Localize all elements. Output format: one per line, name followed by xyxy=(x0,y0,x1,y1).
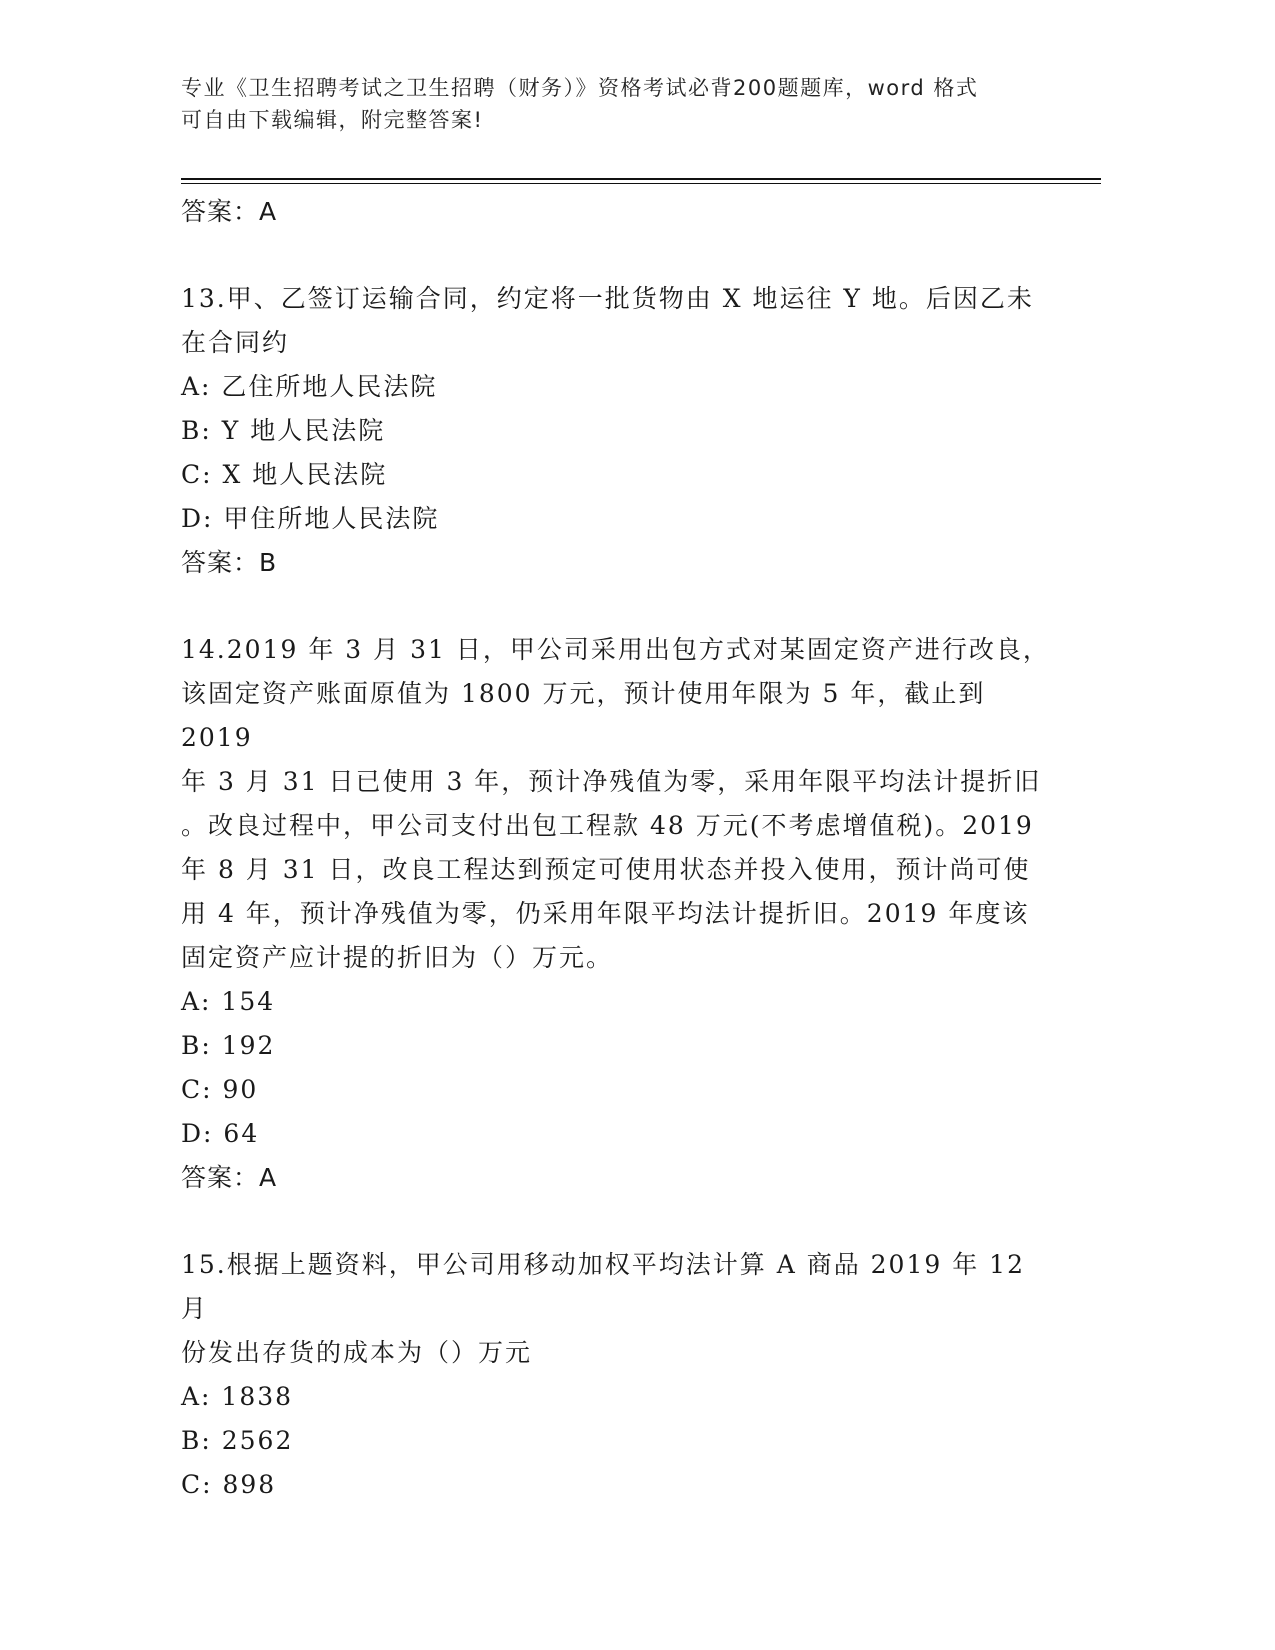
question-15 xyxy=(181,1243,1061,1507)
answer-14: 答案：A xyxy=(181,1163,278,1192)
question-15-option-c: C: 898 xyxy=(181,1470,277,1499)
question-14-line-1: 14.2019 年 3 月 31 日，甲公司采用出包方式对某固定资产进行改良， xyxy=(181,635,1050,664)
question-14-option-b: B: 192 xyxy=(181,1031,276,1060)
header-rule-thin xyxy=(181,183,1101,184)
question-14-line-2: 该固定资产账面原值为 1800 万元，预计使用年限为 5 年，截止到 2019 xyxy=(181,679,986,752)
question-14-line-4: 。改良过程中，甲公司支付出包工程款 48 万元(不考虑增值税)。2019 xyxy=(181,811,1034,840)
question-14-line-5: 年 8 月 31 日，改良工程达到预定可使用状态并投入使用，预计尚可使 xyxy=(181,855,1031,884)
question-14-option-c: C: 90 xyxy=(181,1075,259,1104)
header-line-2: 可自由下载编辑，附完整答案! xyxy=(181,108,484,132)
question-14 xyxy=(181,628,1061,1200)
question-14-option-a: A: 154 xyxy=(181,987,276,1016)
document-header xyxy=(181,72,1051,136)
question-13 xyxy=(181,277,1061,585)
question-14-line-6: 用 4 年，预计净残值为零，仍采用年限平均法计提折旧。2019 年度该 xyxy=(181,899,1030,928)
answer-12: 答案：A xyxy=(181,197,278,226)
header-line-1: 专业《卫生招聘考试之卫生招聘（财务）》资格考试必背200题题库，word 格式 xyxy=(181,76,979,100)
question-14-line-3: 年 3 月 31 日已使用 3 年，预计净残值为零，采用年限平均法计提折旧 xyxy=(181,767,1042,796)
question-15-option-a: A: 1838 xyxy=(181,1382,294,1411)
question-15-option-b: B: 2562 xyxy=(181,1426,294,1455)
answer-13: 答案：B xyxy=(181,548,278,577)
question-13-line-2: 在合同约 xyxy=(181,328,290,357)
header-rule-thick xyxy=(181,178,1101,180)
question-15-line-1: 15.根据上题资料，甲公司用移动加权平均法计算 A 商品 2019 年 12 月 xyxy=(181,1250,1025,1323)
question-13-option-a: A: 乙住所地人民法院 xyxy=(181,372,438,401)
question-15-line-2: 份发出存货的成本为（）万元 xyxy=(181,1338,533,1367)
question-14-line-7: 固定资产应计提的折旧为（）万元。 xyxy=(181,943,614,972)
question-13-option-d: D: 甲住所地人民法院 xyxy=(181,504,440,533)
question-14-option-d: D: 64 xyxy=(181,1119,260,1148)
question-13-line-1: 13.甲、乙签订运输合同，约定将一批货物由 X 地运往 Y 地。后因乙未 xyxy=(181,284,1034,313)
question-13-option-c: C: X 地人民法院 xyxy=(181,460,388,489)
question-list xyxy=(181,190,1061,1507)
question-13-option-b: B: Y 地人民法院 xyxy=(181,416,386,445)
